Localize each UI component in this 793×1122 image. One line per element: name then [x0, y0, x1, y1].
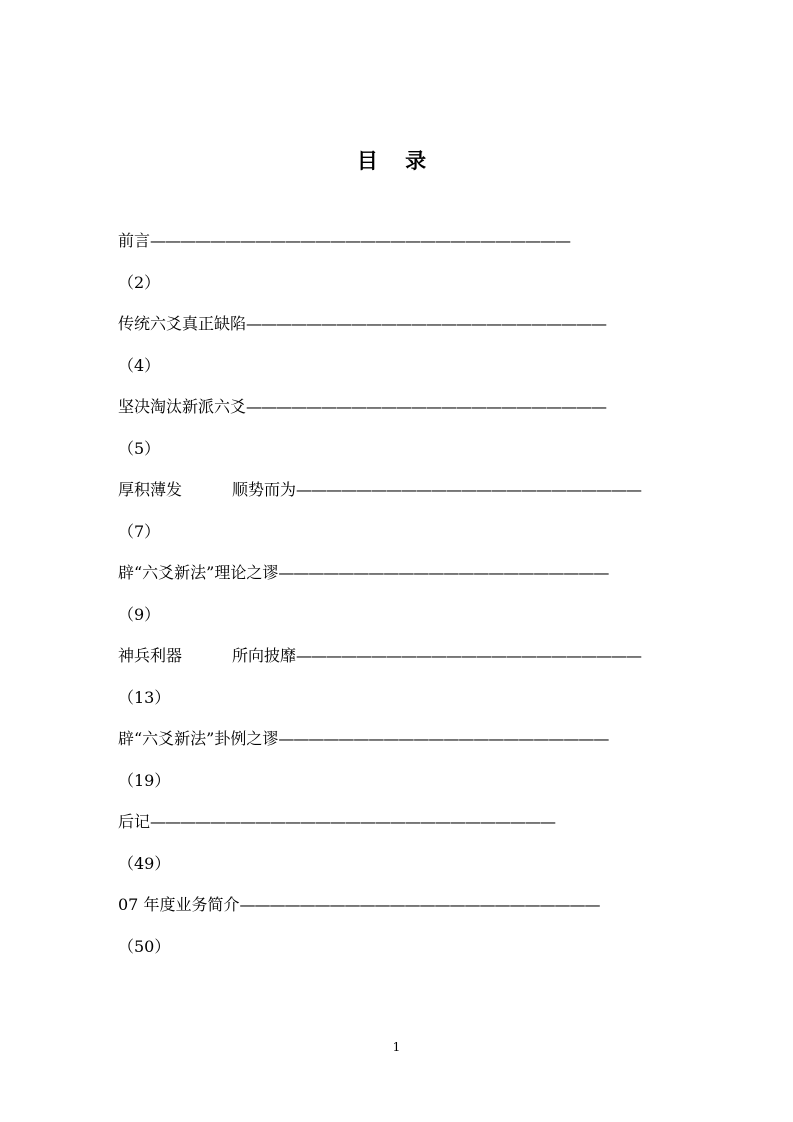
toc-entry-title[interactable] [118, 724, 718, 766]
page-number: 1 [392, 1040, 401, 1054]
toc-leader-dashes: ——————————————————————— [296, 480, 642, 499]
page-title: 目 录 [356, 149, 437, 173]
toc-entry-page: （5） [118, 438, 161, 458]
toc-leader-dashes: ———————————————————————— [246, 397, 607, 416]
toc-entry-page: （19） [118, 770, 171, 790]
toc-entry-label: 坚决淘汰新派六爻 [118, 397, 247, 416]
toc-leader-dashes: ———————————————————————— [246, 314, 607, 333]
toc-entry-label: 后记 [118, 812, 151, 831]
toc-entry-title[interactable] [118, 807, 718, 849]
toc-entry-label: 厚积薄发 [118, 480, 183, 499]
toc-entry-title[interactable] [118, 641, 718, 683]
toc-entry-title[interactable] [118, 392, 718, 434]
toc-entry-label-secondary: 所向披靡 [232, 646, 297, 665]
toc-entry-title[interactable] [118, 309, 718, 351]
toc-entry-title[interactable] [118, 226, 718, 268]
table-of-contents [118, 226, 718, 973]
toc-entry-label: 神兵利器 [118, 646, 183, 665]
toc-entry-page: （49） [118, 853, 171, 873]
toc-entry-label: 前言 [118, 231, 151, 250]
toc-leader-dashes: —————————————————————— [278, 563, 609, 582]
toc-entry-page: （13） [118, 687, 171, 707]
toc-entry-label: 辟“六爻新法”卦例之谬 [118, 729, 279, 748]
toc-entry-page: （2） [118, 272, 161, 292]
toc-entry-label-secondary: 顺势而为 [232, 480, 297, 499]
toc-entry-title[interactable] [118, 890, 718, 932]
toc-entry-page: （7） [118, 521, 161, 541]
toc-entry-label: 传统六爻真正缺陷 [118, 314, 247, 333]
toc-entry-page: （50） [118, 936, 171, 956]
toc-entry-label: 辟“六爻新法”理论之谬 [118, 563, 279, 582]
toc-entry-page: （4） [118, 355, 161, 375]
toc-leader-dashes: ———————————————————————— [239, 895, 600, 914]
toc-entry-title[interactable] [118, 558, 718, 600]
toc-leader-dashes: ——————————————————————— [296, 646, 642, 665]
toc-entry-page: （9） [118, 604, 161, 624]
toc-leader-dashes: ———————————————————————————— [150, 231, 571, 250]
toc-leader-dashes: ——————————————————————————— [150, 812, 556, 831]
toc-entry-label: 07 年度业务简介 [118, 895, 240, 914]
toc-leader-dashes: —————————————————————— [278, 729, 609, 748]
toc-entry-title[interactable] [118, 475, 718, 517]
